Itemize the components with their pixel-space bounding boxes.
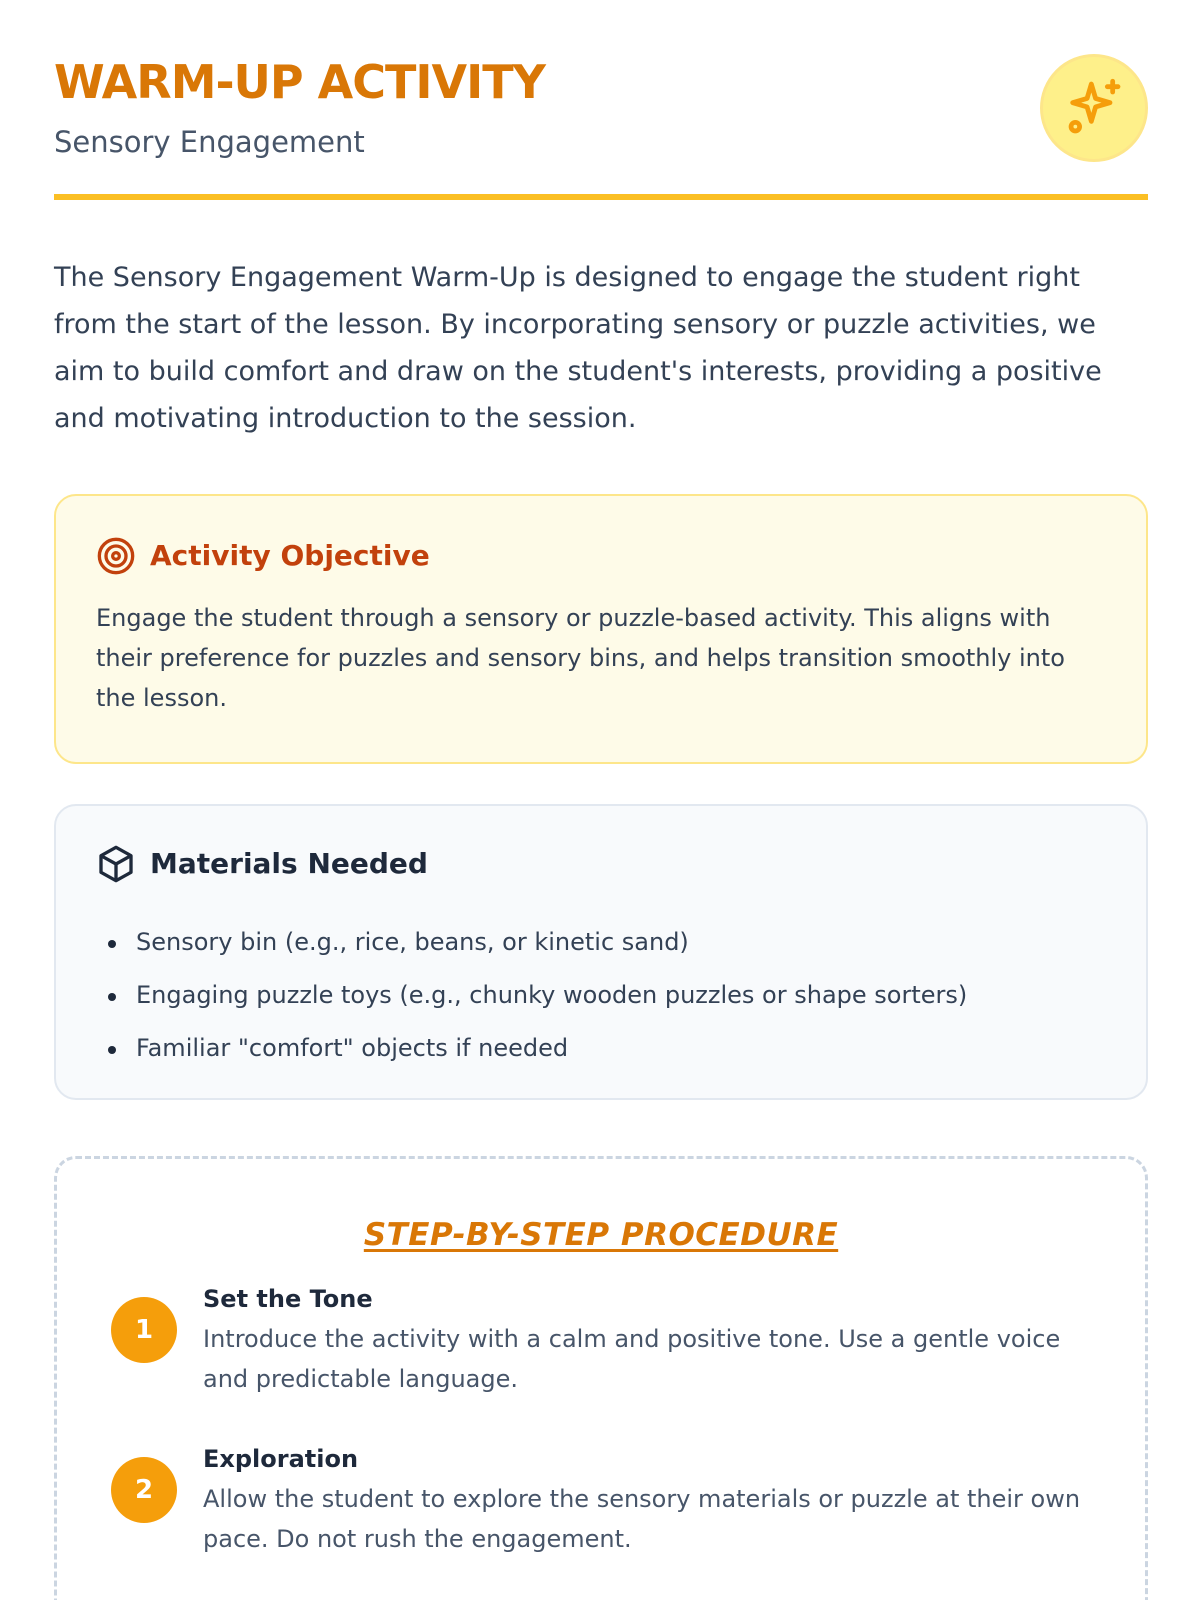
procedure-title: STEP-BY-STEP PROCEDURE — [363, 1217, 839, 1253]
target-icon — [96, 536, 136, 576]
list-item: Engaging puzzle toys (e.g., chunky wooden puzzles or shape sorters) — [96, 969, 967, 1022]
sparkles-icon — [1062, 76, 1126, 140]
list-item: Familiar "comfort" objects if needed — [96, 1022, 967, 1075]
step-number-badge: 2 — [111, 1457, 177, 1523]
page-title: WARM-UP ACTIVITY — [54, 55, 545, 109]
materials-heading: Materials Needed — [150, 847, 428, 880]
sparkles-badge — [1040, 54, 1148, 162]
step-title: Set the Tone — [203, 1285, 373, 1313]
header-divider — [54, 194, 1148, 200]
procedure-card — [54, 1156, 1148, 1600]
step-text: Allow the student to explore the sensory materials or puzzle at their own pace. Do not rush the engagement. — [203, 1485, 1081, 1553]
objective-text: Engage the student through a sensory or puzzle-based activity. This aligns with their preference for puzzles and sensory bins, and helps transition smoothly into the lesson. — [96, 604, 1065, 712]
materials-card — [54, 804, 1148, 1100]
page-subtitle: Sensory Engagement — [54, 125, 365, 159]
objective-header — [96, 536, 430, 576]
intro-paragraph: The Sensory Engagement Warm-Up is designed to engage the student right from the start of the lesson. By incorporating sensory or puzzle activities, we aim to build comfort and draw on the student's interests, providing a positive and motivating introduction to the session. — [54, 262, 1102, 434]
list-item: Sensory bin (e.g., rice, beans, or kinetic sand) — [96, 916, 967, 969]
lesson-page — [54, 0, 1148, 1553]
box-icon — [96, 844, 136, 884]
materials-header — [96, 844, 428, 884]
page-header — [54, 0, 1148, 200]
step-text: Introduce the activity with a calm and positive tone. Use a gentle voice and predictable language. — [203, 1325, 1061, 1393]
step-title: Exploration — [203, 1445, 359, 1473]
objective-heading: Activity Objective — [150, 539, 430, 572]
step-number-badge: 1 — [111, 1297, 177, 1363]
materials-list — [96, 916, 967, 1075]
objective-card — [54, 494, 1148, 764]
